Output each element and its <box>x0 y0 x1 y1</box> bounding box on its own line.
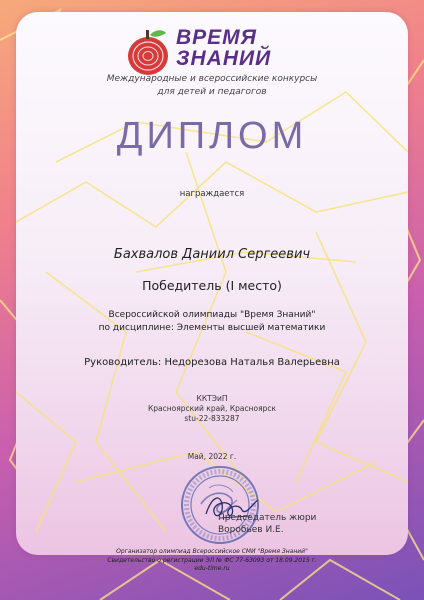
organization-name: ККТЭиП <box>196 394 228 403</box>
diploma-card <box>16 12 408 555</box>
chairman-role: Председатель жюри <box>218 513 317 523</box>
brand-name-line1: ВРЕМЯ <box>176 26 257 49</box>
recipient-name: Бахвалов Даниил Сергеевич <box>113 247 311 262</box>
awarded-label: награждается <box>179 189 245 199</box>
tagline-line1: Международные и всероссийские конкурсы <box>106 74 318 84</box>
diploma-id: stu-22-833287 <box>184 414 240 423</box>
olympiad-info <box>16 309 408 335</box>
leader-name: Руководитель: Недорезова Наталья Валерьевна <box>84 357 340 368</box>
organization-region: Красноярский край, Красноярск <box>147 404 277 413</box>
apple-logo-icon <box>124 26 172 78</box>
footer-line3: edu-time.ru <box>194 565 230 572</box>
tagline-line2: для детей и педагогов <box>157 87 267 97</box>
chairman-block <box>218 512 338 536</box>
footer-info <box>0 548 424 574</box>
footer-line2: Свидетельство о регистрации ЭЛ № ФС 77-63093 от 18.09.2015 г. <box>107 556 317 564</box>
diploma-title: ДИПЛОМ <box>116 115 308 157</box>
diploma-content <box>16 12 408 555</box>
discipline-name: по дисциплине: Элементы высшей математики <box>98 323 326 333</box>
award-place: Победитель (I место) <box>142 278 282 293</box>
olympiad-name: Всероссийской олимпиады "Время Знаний" <box>108 310 316 320</box>
issue-date: Май, 2022 г. <box>187 452 237 461</box>
brand-name <box>176 27 271 69</box>
organization-info <box>16 394 408 424</box>
brand-name-line2: ЗНАНИЙ <box>176 47 272 70</box>
chairman-name: Воробьев И.Е. <box>218 525 284 535</box>
brand-logo <box>124 22 304 80</box>
footer-line1: Организатор олимпиад Всероссийское СМИ "Время Знаний" <box>116 548 308 555</box>
